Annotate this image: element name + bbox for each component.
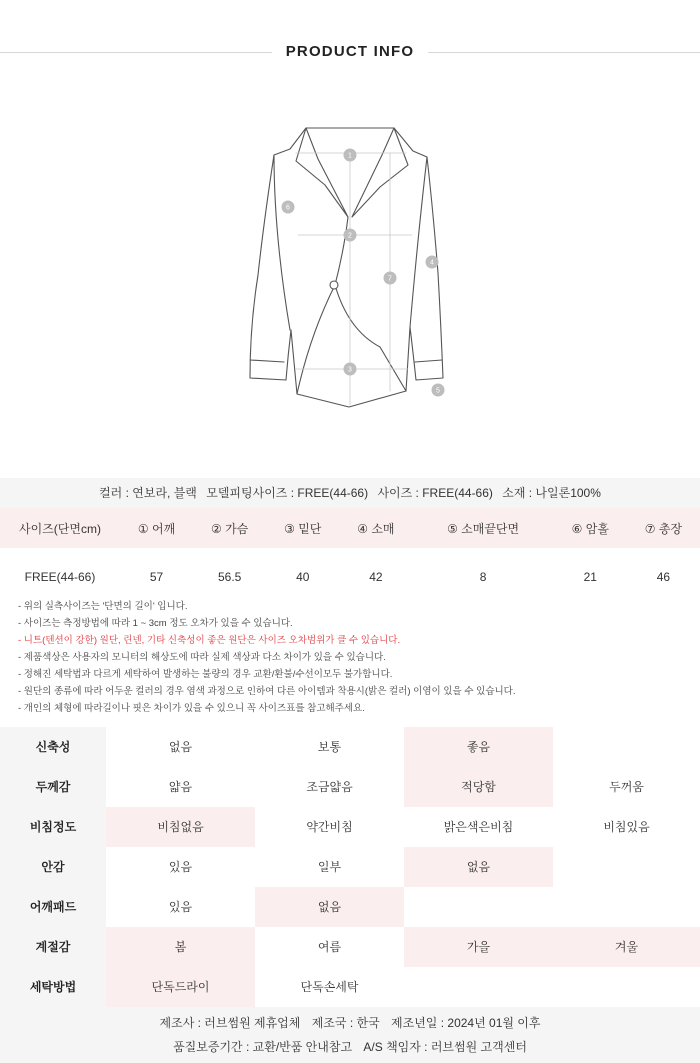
attr-option: 여름 <box>317 940 342 954</box>
attr-label: 계절감 <box>0 927 106 967</box>
size-header-cell: ③ 밑단 <box>266 508 339 548</box>
jacket-illustration <box>230 115 470 415</box>
size-table-header <box>0 508 700 548</box>
size-cell: 21 <box>583 570 597 584</box>
footer-warranty: 품질보증기간 : 교환/반품 안내참고 <box>173 1040 353 1054</box>
size-header-cell: 사이즈(단면cm) <box>0 508 120 548</box>
attr-option <box>553 887 700 927</box>
attr-label: 신축성 <box>0 727 106 767</box>
attr-row-sheerness <box>0 807 700 847</box>
divider-left <box>0 52 272 53</box>
size-notes <box>18 598 688 717</box>
spec-material: 소재 : 나일론100% <box>502 486 601 500</box>
attr-row-washing <box>0 967 700 1007</box>
marker-1: 1 <box>348 152 352 160</box>
attr-option-selected: 좋음 <box>404 727 553 767</box>
size-header-cell: ④ 소매 <box>339 508 412 548</box>
attr-option-selected: 가을 <box>404 927 553 967</box>
size-header-cell: ⑥ 암홀 <box>554 508 627 548</box>
spec-summary <box>0 478 700 508</box>
size-header-cell: ① 어깨 <box>120 508 193 548</box>
sleeve-left-seam <box>274 155 290 330</box>
attr-option <box>404 967 553 1007</box>
cuff-left <box>250 360 284 362</box>
attr-label: 두께감 <box>0 767 106 807</box>
attr-option-selected: 겨울 <box>553 927 700 967</box>
attr-option <box>404 887 553 927</box>
footer-manufacturer: 제조사 : 러브썸원 제휴업체 <box>159 1016 301 1030</box>
size-header-cell: ② 가슴 <box>193 508 266 548</box>
footer-date: 제조년일 : 2024년 01월 이후 <box>391 1016 541 1030</box>
attr-option-selected: 적당함 <box>404 767 553 807</box>
attr-option <box>553 847 700 887</box>
attr-row-lining <box>0 847 700 887</box>
spec-size: 사이즈 : FREE(44-66) <box>377 486 493 500</box>
size-header-cell: ⑦ 총장 <box>627 508 700 548</box>
attr-option-selected: 비침없음 <box>106 807 255 847</box>
marker-2: 2 <box>348 232 352 240</box>
spec-color: 컬러 : 연보라, 블랙 <box>99 486 197 500</box>
size-cell: 42 <box>369 570 383 584</box>
footer-line <box>0 1011 700 1035</box>
footer-line <box>0 1035 700 1059</box>
attr-option: 두꺼움 <box>609 780 644 794</box>
attr-option: 조금얇음 <box>306 780 353 794</box>
attr-option: 있음 <box>168 860 193 874</box>
marker-3: 3 <box>348 366 352 374</box>
product-footer <box>0 1007 700 1063</box>
note-item: - 위의 실측사이즈는 '단면의 길이' 입니다. <box>18 601 188 612</box>
attr-option: 있음 <box>168 900 193 914</box>
attribute-grid <box>0 727 700 1007</box>
attr-row-season <box>0 927 700 967</box>
hem-overlap <box>297 285 335 394</box>
attr-option: 일부 <box>317 860 342 874</box>
size-cell: 56.5 <box>217 570 242 584</box>
footer-country: 제조국 : 한국 <box>311 1016 380 1030</box>
spec-model-size: 모델피팅사이즈 : FREE(44-66) <box>206 486 369 500</box>
size-cell: 40 <box>296 570 310 584</box>
note-item: - 개인의 체형에 따라길이나 핏은 차이가 있을 수 있으니 꼭 사이즈표를 참고해주세요. <box>18 703 365 714</box>
attr-row-thickness <box>0 767 700 807</box>
attr-option <box>553 967 700 1007</box>
attr-option-selected: 단독드라이 <box>106 967 255 1007</box>
footer-as: A/S 책임자 : 러브썸원 고객센터 <box>363 1040 527 1054</box>
attr-option-selected: 없음 <box>404 847 553 887</box>
cuff-right <box>415 360 442 362</box>
note-item: - 원단의 종류에 따라 어두운 컬러의 경우 염색 과정으로 인하여 다른 아이템과 착용시(밝은 컬러) 이염이 있을 수 있습니다. <box>18 686 516 697</box>
size-cell: FREE(44-66) <box>24 570 96 584</box>
attr-option: 단독손세탁 <box>300 980 359 994</box>
attr-row-shoulder-pad <box>0 887 700 927</box>
attr-option: 약간비침 <box>306 820 353 834</box>
marker-5: 5 <box>436 387 440 395</box>
attr-option: 없음 <box>168 740 193 754</box>
attr-label: 어깨패드 <box>0 887 106 927</box>
sleeve-right-seam <box>410 157 427 327</box>
attr-option-selected: 봄 <box>106 927 255 967</box>
product-info-header <box>0 30 700 76</box>
marker-7: 7 <box>388 275 392 283</box>
attr-label: 안감 <box>0 847 106 887</box>
divider-right <box>428 52 700 53</box>
attr-label: 비침정도 <box>0 807 106 847</box>
attr-option-selected: 없음 <box>255 887 404 927</box>
size-cell: 8 <box>479 570 487 584</box>
attr-label: 세탁방법 <box>0 967 106 1007</box>
collar-left <box>296 128 348 217</box>
note-item: - 사이즈는 측정방법에 따라 1 ~ 3cm 정도 오차가 있을 수 있습니다. <box>18 618 293 629</box>
button <box>330 281 338 289</box>
attr-option: 보통 <box>317 740 342 754</box>
attr-row-stretch <box>0 727 700 767</box>
marker-4: 4 <box>430 259 434 267</box>
size-table <box>0 508 700 606</box>
collar-right <box>352 128 408 217</box>
attr-option: 얇음 <box>168 780 193 794</box>
size-header-cell: ⑤ 소매끝단면 <box>412 508 553 548</box>
marker-6: 6 <box>286 204 290 212</box>
size-cell: 57 <box>149 570 164 584</box>
attr-option <box>553 727 700 767</box>
size-cell: 46 <box>656 570 671 584</box>
attr-option: 밝은색은비침 <box>443 820 514 834</box>
attr-option: 비침있음 <box>603 820 650 834</box>
note-item: - 제품색상은 사용자의 모니터의 해상도에 따라 실제 색상과 다소 차이가 있을 수 있습니다. <box>18 652 386 663</box>
note-item: - 정해진 세탁법과 다르게 세탁하여 발생하는 불량의 경우 교환/환불/수선이모두 불가합니다. <box>18 669 393 680</box>
page-title: PRODUCT INFO <box>285 43 415 60</box>
note-item-warning: - 니트(텐션이 강한) 원단, 린넨, 기타 신축성이 좋은 원단은 사이즈 오차범위가 클 수 있습니다. <box>18 635 401 646</box>
